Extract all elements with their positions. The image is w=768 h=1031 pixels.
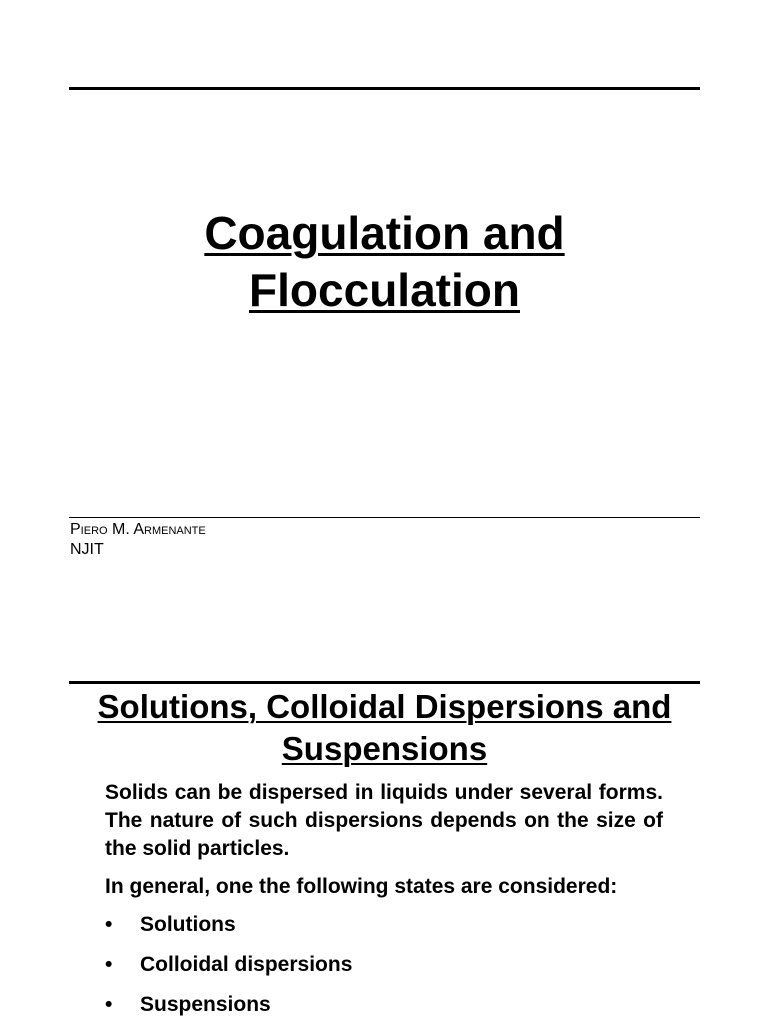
- author-divider: [69, 517, 700, 518]
- document-title: [69, 205, 700, 319]
- paragraph-intro: Solids can be dispersed in liquids under several forms. The nature of such dispersions depends on the size of the solid particles.: [105, 781, 663, 860]
- bullet-icon: •: [105, 993, 113, 1016]
- slide-body: [105, 779, 663, 1031]
- states-list: [105, 911, 663, 1019]
- paragraph-states: In general, one the following states are considered:: [105, 875, 618, 898]
- list-item: [105, 911, 663, 939]
- author-name: Piero M. Armenante: [70, 521, 206, 538]
- slide-title-line-1: Solutions, Colloidal Dispersions and: [97, 688, 672, 725]
- list-item: [105, 951, 663, 979]
- list-item: [105, 991, 663, 1019]
- bullet-icon: •: [105, 913, 113, 936]
- title-line-1: Coagulation and: [204, 207, 565, 259]
- list-item-text: Suspensions: [140, 993, 271, 1016]
- slide-title-line-2: Suspensions: [281, 730, 488, 767]
- author-affiliation: NJIT: [70, 541, 104, 558]
- title-line-2: Flocculation: [249, 264, 520, 316]
- list-item-text: Colloidal dispersions: [140, 953, 353, 976]
- list-item-text: Solutions: [140, 913, 236, 936]
- top-divider: [69, 87, 700, 90]
- author-block: [70, 520, 206, 560]
- bullet-icon: •: [105, 953, 113, 976]
- slide-title: [69, 686, 700, 770]
- slide-divider: [69, 681, 700, 684]
